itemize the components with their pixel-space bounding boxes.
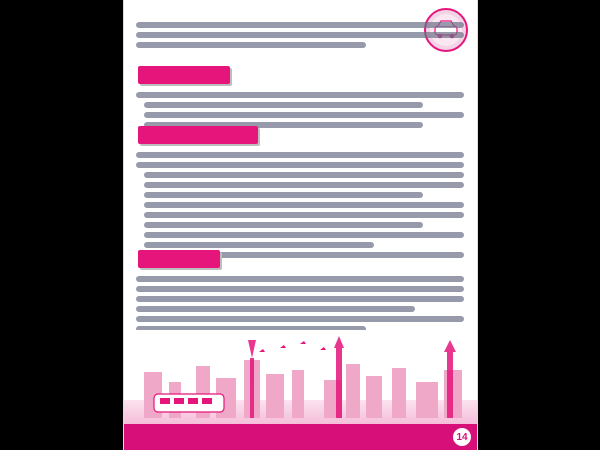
- section-1-heading: [138, 66, 230, 84]
- footer-slogan: [124, 424, 453, 450]
- section-2-heading: [138, 126, 258, 144]
- intro-paragraph: [136, 18, 464, 52]
- city-skyline-illustration: [124, 330, 477, 428]
- section-3-body: [136, 272, 464, 336]
- page-number: 14: [453, 428, 471, 446]
- newsletter-page: [124, 0, 477, 450]
- section-2-body: [136, 148, 464, 262]
- footer-banner: [124, 424, 477, 450]
- section-3-heading: [138, 250, 220, 268]
